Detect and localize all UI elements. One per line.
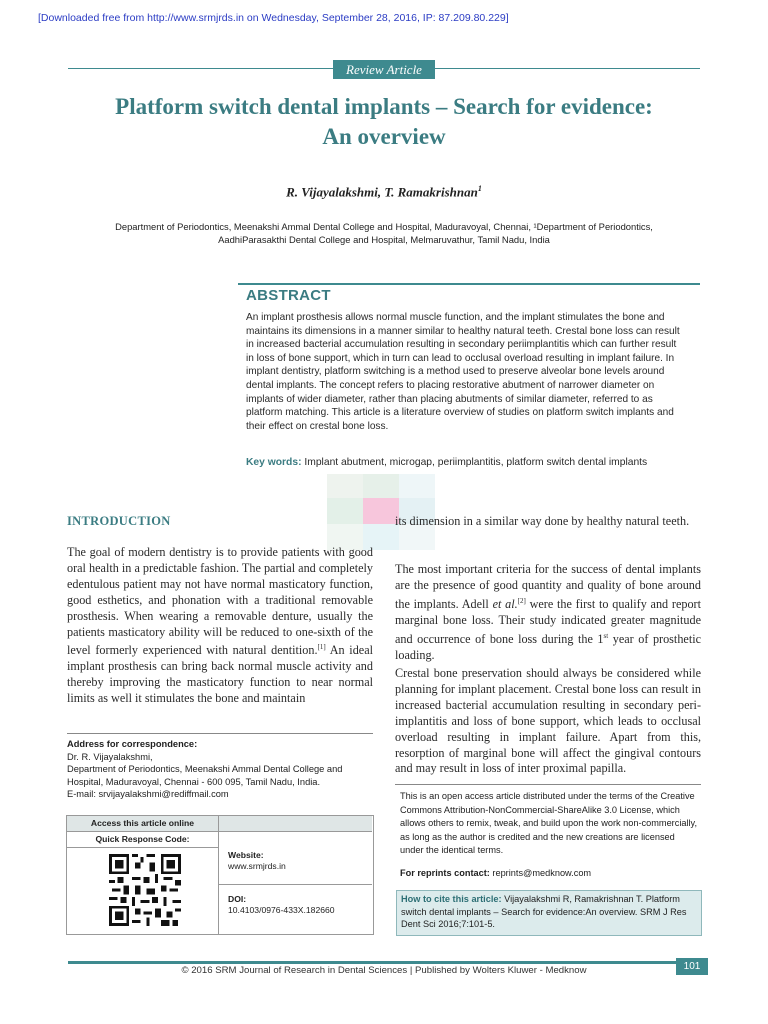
correspondence-email[interactable]: E-mail: srvijayalakshmi@rediffmail.com [67, 789, 229, 799]
introduction-heading: INTRODUCTION [67, 514, 171, 528]
ordinal-suffix: st [603, 631, 609, 640]
intro-p2-text: The most important criteria for the success of dental implants are the presence of good quantity and quality of bone around the implants. Adell [395, 562, 701, 611]
affiliation-line-1: Department of Periodontics, Meenakshi Ammal Dental College and Hospital, Maduravoyal, Chennai, ¹Department of Periodontics, [115, 221, 653, 232]
cite-label: How to cite this article: [401, 894, 502, 904]
keywords [246, 457, 696, 468]
intro-p1-text-cont: An ideal implant prosthesis can bring back normal muscle activity and thereby improving the masticatory function to near normal limits as well it stimulates the bone and maintain [67, 643, 373, 706]
intro-paragraph-1 [67, 545, 373, 707]
correspondence-address-2: Hospital, Maduravoyal, Chennai - 600 095, Tamil Nadu, India. [67, 776, 321, 787]
correspondence-block [67, 738, 377, 801]
intro-p2-text-mid: were the first to qualify and report marginal bone loss. Their study indicated greater magnitude and occurrence of bone loss during the 1 [395, 596, 701, 646]
website-label: Website: [228, 850, 264, 860]
access-header-fill [219, 816, 372, 832]
access-divider-vertical [218, 816, 219, 934]
correspondence-address-1: Department of Periodontics, Meenakshi Ammal Dental College and [67, 764, 343, 774]
authors-main: R. Vijayalakshmi, T. Ramakrishnan [286, 184, 478, 200]
cite-text-block [401, 893, 697, 931]
abstract-text: An implant prosthesis allows normal muscle function, and the implant stimulates the bone and maintains its dimensions in a manner similar to healthy natural teeth. Crestal bone loss can result in increased bacterial accumulation resulting in secondary periimplantitis which can further result in loss of bone support, which in turn can lead to occlusal overload resulting in implant failure. In implant dentistry, platform switching is a method used to preserve alveolar bone levels around dental implants. The concept refers to placing restorative abutment of narrower diameter on implants of wider diameter, rather than placing abutments of similar diameter, referred to as platform matching. This article is a literature overview of studies on platform switch implants and their effect on crestal bone loss. [246, 312, 680, 432]
access-online-header: Access this article online [67, 816, 218, 832]
reprints-contact [400, 868, 591, 878]
ref-2[interactable]: [2] [517, 596, 526, 605]
correspondence-rule [67, 733, 373, 734]
reprints-label: For reprints contact: [400, 868, 490, 878]
open-access-rule [395, 784, 701, 785]
qr-code-icon[interactable] [109, 854, 181, 926]
intro-p2-text-end: year of prosthetic loading. [395, 631, 702, 662]
authors-sup: 1 [477, 184, 482, 193]
et-al: et al. [492, 596, 518, 611]
cite-text: Vijayalakshmi R, Ramakrishnan T. Platform switch dental implants – Search for evidence:An overview. SRM J Res Dent Sci 2016;7:101-5. [401, 894, 687, 930]
footer-copyright: © 2016 SRM Journal of Research in Dental Sciences | Published by Wolters Kluwer - Medknow [181, 965, 587, 976]
affiliation-line-2: AadhiParasakthi Dental College and Hospital, Melmaruvathur, Tamil Nadu, India [218, 234, 550, 245]
qr-code-label: Quick Response Code: [67, 832, 218, 848]
correspondence-label: Address for correspondence: [67, 739, 198, 749]
reprints-email[interactable]: reprints@medknow.com [492, 868, 592, 878]
abstract-rule [238, 283, 700, 285]
abstract-heading: ABSTRACT [246, 287, 331, 304]
affiliations [60, 220, 708, 246]
page-number: 101 [676, 958, 708, 975]
keywords-label: Key words: [246, 457, 302, 468]
doi-block [228, 894, 335, 916]
intro-paragraph-2 [395, 562, 701, 664]
title-line-1: Platform switch dental implants – Search for evidence: [115, 94, 653, 119]
doi-value[interactable]: 10.4103/0976-433X.182660 [228, 905, 335, 915]
download-note: [Downloaded free from http://www.srmjrds.in on Wednesday, September 28, 2016, IP: 87.209.80.229] [38, 12, 509, 24]
open-access-notice: This is an open access article distributed under the terms of the Creative Commons Attribution-NonCommercial-ShareAlike 3.0 License, which allows others to remix, tweak, and build upon the work non-commercially, as long as the author is credited and the new creations are licensed under the identical terms. [400, 791, 698, 856]
doi-label: DOI: [228, 894, 247, 904]
correspondence-name: Dr. R. Vijayalakshmi, [67, 751, 153, 762]
intro-paragraph-1-continued: its dimension in a similar way done by healthy natural teeth. [395, 514, 690, 528]
keywords-list: Implant abutment, microgap, periimplantitis, platform switch dental implants [304, 457, 648, 468]
website-link[interactable]: www.srmjrds.in [228, 861, 286, 871]
access-divider-horizontal [219, 884, 372, 885]
authors [60, 184, 708, 200]
article-type-badge: Review Article [333, 60, 435, 79]
ref-1[interactable]: [1] [317, 643, 326, 652]
intro-p1-text: The goal of modern dentistry is to provide patients with good oral health in a predictable fashion. The partial and completely edentulous patient may not have normal masticatory function, good esthetics, and phonation with a traditional removable prosthesis. When wearing a removable denture, usually the patients masticatory ability will be reduced to one-sixth of the level formerly experienced with natural dentition. [67, 545, 373, 658]
title-line-2: An overview [322, 124, 446, 149]
website-block [228, 850, 286, 872]
footer-rule [68, 961, 700, 964]
intro-paragraph-3: Crestal bone preservation should always be considered while planning for implant placement. Crestal bone loss can result in increased bacterial accumulation resulting in secondary peri-implantitis and loss of bone support, which leads to occlusal overload resulting in implant failure. Apart from this, resorption of marginal bone will affect the gingival contours and may result in loss of inter proximal papilla. [395, 666, 701, 776]
article-title [60, 92, 708, 152]
